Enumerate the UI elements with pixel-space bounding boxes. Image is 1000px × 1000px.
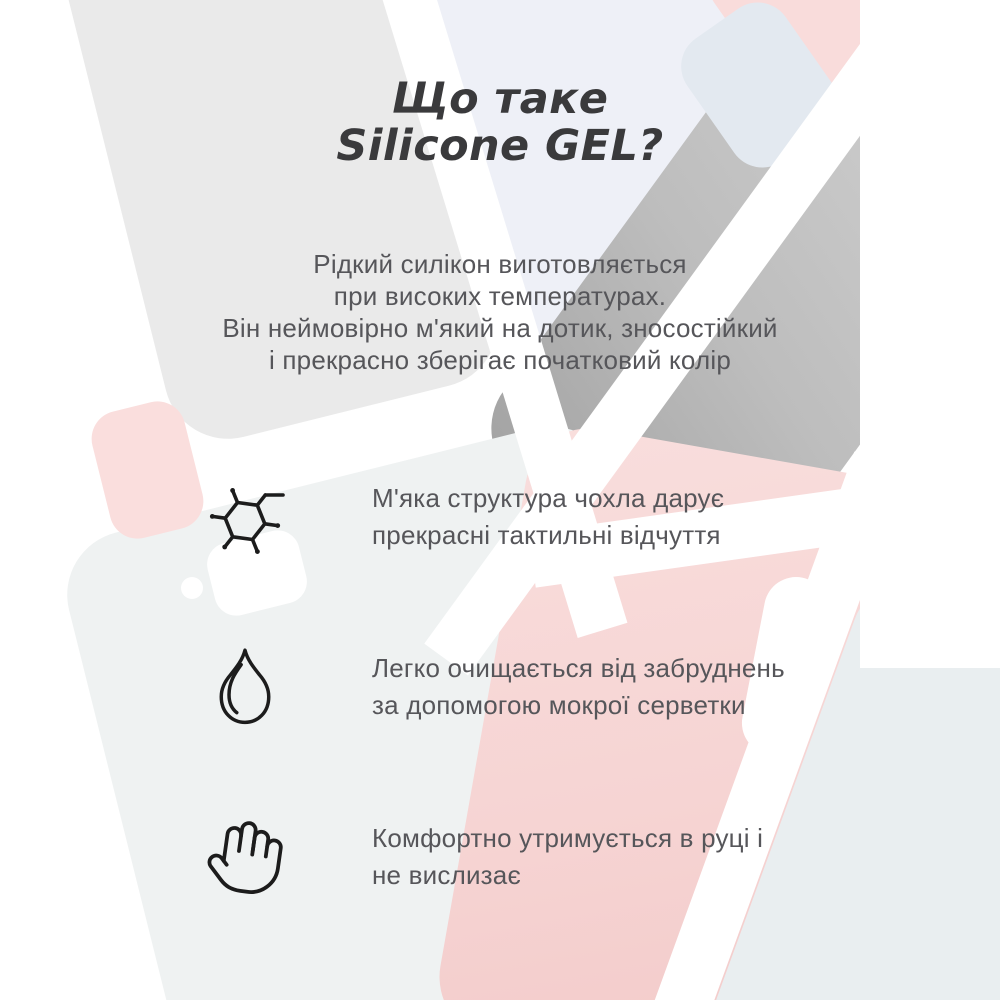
page-title-line1: Що таке — [391, 74, 609, 124]
page-title — [0, 76, 1000, 170]
droplet-icon — [190, 643, 300, 731]
intro-line: при високих температурах. — [333, 281, 667, 311]
molecule-icon — [190, 471, 300, 563]
feature-text — [372, 480, 724, 554]
feature-line: М'яка структура чохла дарує — [372, 483, 725, 513]
intro-line: і прекрасно зберігає початковий колір — [268, 345, 731, 375]
feature-line: Легко очищається від забруднень — [372, 653, 785, 683]
feature-text — [372, 650, 785, 724]
feature-list — [190, 432, 880, 942]
feature-line: не вислизає — [372, 860, 521, 890]
feature-row-good-grip — [190, 772, 880, 942]
feature-line: за допомогою мокрої серветки — [372, 690, 746, 720]
intro-line: Він неймовірно м'який на дотик, зносостійкий — [222, 313, 778, 343]
feature-row-soft-structure — [190, 432, 880, 602]
feature-line: Комфортно утримується в руці і — [372, 823, 764, 853]
intro-paragraph — [0, 248, 1000, 376]
feature-text — [372, 820, 763, 894]
feature-line: прекрасні тактильні відчуття — [372, 520, 721, 550]
page-title-line2: Silicone GEL? — [336, 121, 664, 171]
feature-row-easy-clean — [190, 602, 880, 772]
hand-icon — [190, 816, 300, 898]
intro-line: Рідкий силікон виготовляється — [313, 249, 687, 279]
